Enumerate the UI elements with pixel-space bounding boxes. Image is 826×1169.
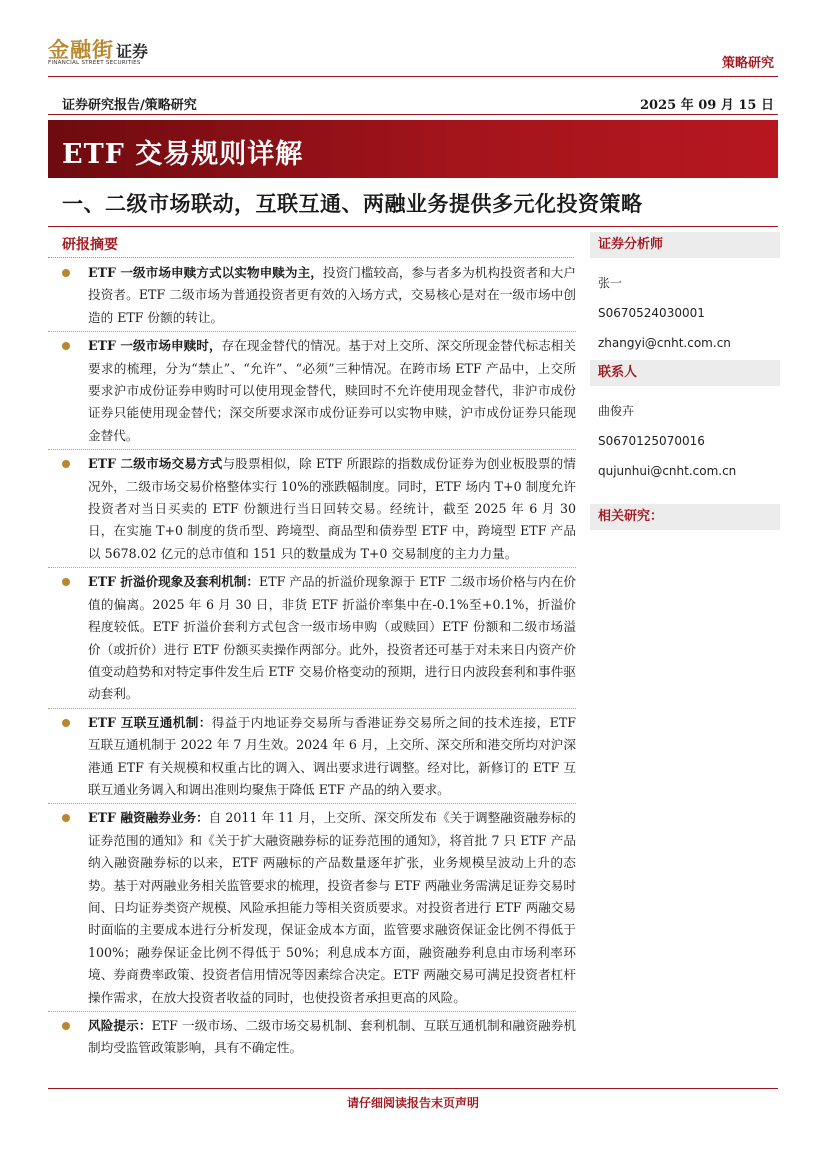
bullet-icon [62, 578, 70, 586]
item-lead: ETF 一级市场申赎方式以实物申赎为主， [88, 265, 323, 280]
divider [48, 449, 576, 450]
sidebar [590, 232, 780, 530]
page-title: ETF 交易规则详解 [62, 139, 304, 170]
footer-disclaimer: 请仔细阅读报告末页声明 [346, 1096, 479, 1110]
abstract-item [62, 335, 576, 447]
bullet-icon [62, 814, 70, 822]
analyst-heading: 证券分析师 [590, 232, 780, 258]
item-lead: ETF 折溢价现象及套利机制： [88, 574, 260, 590]
abstract-item [62, 1015, 576, 1060]
item-text: 投资门槛较高，参与者多为机构投资者和大户投资者。ETF 二级市场为普通投资者更有效的入场方式，交易核心是对在一级市场中创造的 ETF 份额的转让。 [88, 265, 577, 325]
contact-heading: 联系人 [590, 360, 780, 386]
bullet-icon [62, 1022, 70, 1030]
abstract-heading: 研报摘要 [62, 237, 118, 253]
logo-cn: 金融街 [48, 37, 114, 62]
page-subtitle: 一、二级市场联动，互联互通、两融业务提供多元化投资策略 [62, 191, 643, 216]
item-text: 自 2011 年 11 月，上交所、深交所发布《关于调整融资融券标的证券范围的通知》和《关于扩大融资融券标的证券范围的通知》，将首批 7 只 ETF 产品纳入融资融券标的以来，ETF 两融标的产品数量逐年扩张，业务规模呈波动上升的态势。基于对两融业务相关监管要求的梳理，投资者参与 ETF 两融业务需满足证券交易时间、日均证券类资产规模、风险承担能力等相关资质要求。对投资者进行 ETF 两融交易时面临的主要成本进行分析发现，保证金成本方面，监管要求融资保证金比例不得低于 100%；融券保证金比例不得低于 50%；利息成本方面，融资融券利息由市场利率环境、券商费率政策、投资者信用情况等因素综合决定。ETF 两融交易可满足投资者杠杆操作需求，在放大投资者收益的同时，也使投资者承担更高的风险。 [88, 810, 577, 1005]
divider [48, 76, 778, 77]
item-lead: ETF 互联互通机制： [88, 714, 212, 730]
divider [48, 1088, 778, 1089]
bullet-icon [62, 719, 70, 727]
divider [48, 114, 778, 115]
contact-name: 曲俊卉 [598, 404, 635, 418]
analyst-license: S0670524030001 [598, 306, 705, 320]
related-heading: 相关研究： [590, 504, 780, 530]
divider [48, 226, 778, 227]
item-text: ETF 一级市场、二级市场交易机制、套利机制、互联互通机制和融资融券机制均受监管政策影响，具有不确定性。 [88, 1018, 577, 1056]
item-lead: 风险提示： [88, 1018, 152, 1033]
contact-email[interactable]: qujunhui@cnht.com.cn [598, 464, 737, 478]
bullet-icon [62, 342, 70, 350]
contact-license: S0670125070016 [598, 434, 705, 448]
bullet-icon [62, 269, 70, 277]
abstract-item [62, 571, 576, 705]
abstract-body [62, 262, 576, 1060]
section-label: 策略研究 [721, 56, 774, 71]
logo-sub: 证券 [116, 42, 149, 61]
company-logo [48, 34, 188, 70]
report-date: 2025 年 09 月 15 日 [640, 98, 774, 113]
item-text: 与股票相似，除 ETF 所跟踪的指数成份证券为创业板股票的情况外，二级市场交易价格整体实行 10%的涨跌幅制度。同时，ETF 场内 T+0 制度允许投资者对当日买卖的 ETF 份额进行当日回转交易。经统计，截至 2025 年 6 月 30 日，在实施 T+0 制度的货币型、跨境型、商品型和债券型 ETF 中，跨境型 ETF 产品以 5678.02 亿元的总市值和 151 只的数量成为 T+0 交易制度的主力力量。 [88, 456, 576, 561]
abstract-item [62, 807, 576, 1009]
divider [48, 1011, 576, 1012]
divider [48, 567, 576, 568]
divider [48, 331, 576, 332]
divider [48, 708, 576, 709]
item-text: ETF 产品的折溢价现象源于 ETF 二级市场价格与内在价值的偏离。2025 年 6 月 30 日，非货 ETF 折溢价率集中在-0.1%至+0.1%，折溢价程度较低。ETF 折溢价套利方式包含一级市场申购（或赎回）ETF 份额和二级市场溢价（或折价）进行 ETF 份额买卖操作两部分。此外，投资者还可基于对未来日内资产价值变动趋势和对特定事件发生后 ETF 交易价格变动的预期，进行日内波段套利和事件驱动套利。 [88, 574, 576, 702]
abstract-item [62, 712, 576, 802]
item-lead: ETF 融资融券业务： [88, 810, 209, 826]
item-lead: ETF 一级市场申赎时， [88, 338, 222, 354]
item-text: 得益于内地证券交易所与香港证券交易所之间的技术连接，ETF 互联互通机制于 2022 年 7 月生效。2024 年 6 月，上交所、深交所和港交所均对沪深港通 ETF 有关规模和权重占比的调入、调出要求进行调整。经对比，新修订的 ETF 互联互通业务调入和调出准则均聚焦于降低 ETF 产品的纳入要求。 [88, 714, 576, 797]
title-banner [48, 120, 778, 178]
logo-en: FINANCIAL STREET SECURITIES [48, 60, 141, 66]
divider [48, 257, 574, 258]
abstract-item [62, 453, 576, 565]
analyst-email[interactable]: zhangyi@cnht.com.cn [598, 336, 731, 350]
abstract-item [62, 262, 576, 329]
bullet-icon [62, 460, 70, 468]
report-type: 证券研究报告/策略研究 [62, 98, 197, 113]
item-lead: ETF 二级市场交易方式 [88, 456, 223, 472]
item-text: 存在现金替代的情况。基于对上交所、深交所现金替代标志相关要求的梳理，分为“禁止”、“允许”、“必须”三种情况。在跨市场 ETF 产品中，上交所要求沪市成份证券申购时可以使用现金替代，赎回时不允许使用现金替代，非沪市成份证券只能使用现金替代；深交所要求深市成份证券可以实物申赎，沪市成份证券只能现金替代。 [88, 338, 577, 443]
analyst-name: 张一 [598, 276, 623, 290]
divider [48, 803, 576, 804]
